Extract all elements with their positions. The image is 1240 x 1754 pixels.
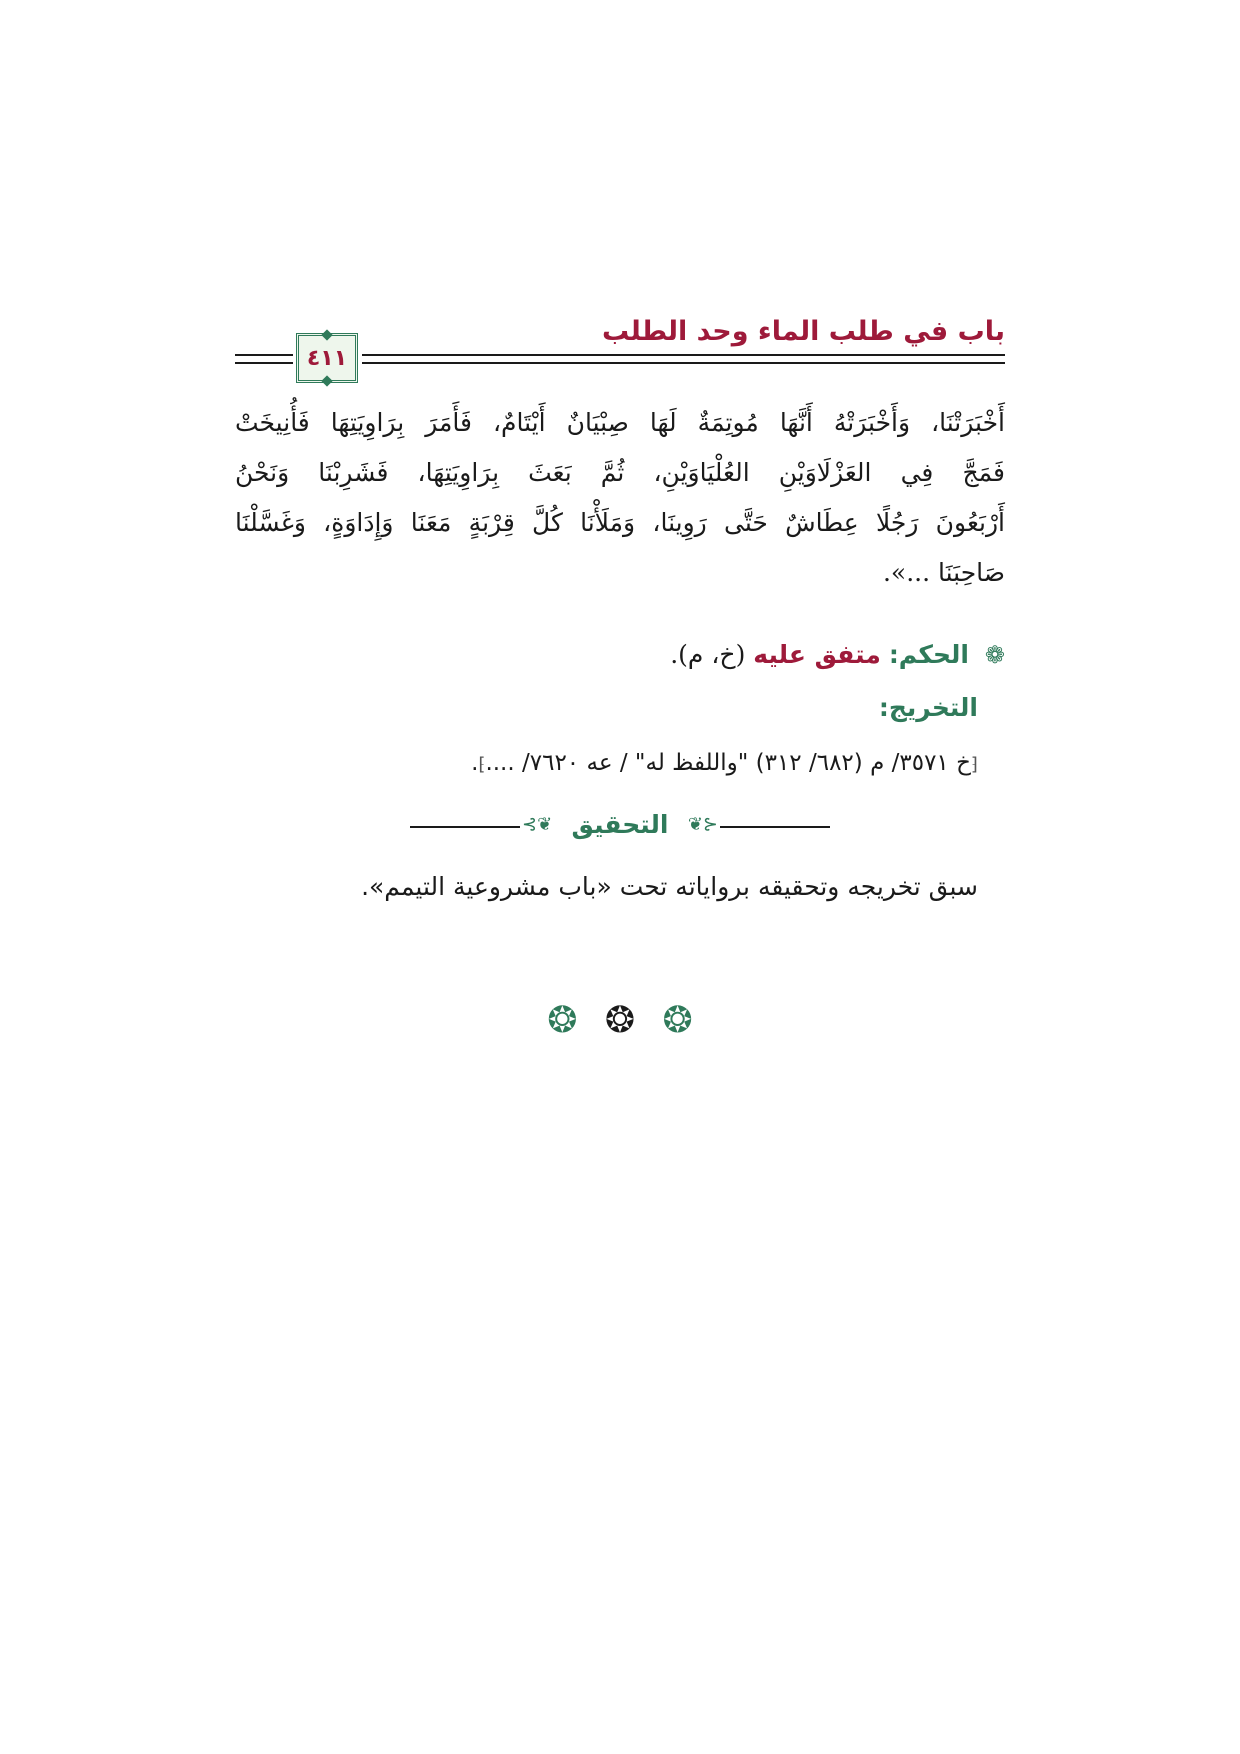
open-bracket-icon: ⁅: [970, 754, 978, 775]
ruling-value: متفق عليه: [753, 640, 881, 669]
tahqiq-text: سبق تخريجه وتحقيقه برواياته تحت «باب مشروعية التيمم».: [361, 872, 978, 901]
star-flower-icon: ❂: [547, 1000, 578, 1041]
separator-line: [720, 826, 830, 828]
scroll-ornament-icon: ⊰❦: [522, 814, 553, 835]
page-number-badge: [296, 333, 358, 383]
star-flower-icon: ❂: [662, 1000, 693, 1041]
hadith-line: أَخْبَرَتْنَا، وَأَخْبَرَتْهُ أَنَّهَا مُوتِمَةٌ لَهَا صِبْيَانٌ أَيْتَامٌ، فَأَمَرَ بِرَاوِيَتِهَا فَأُنِيخَتْ: [235, 408, 1005, 437]
tahqiq-heading: التحقيق: [571, 810, 669, 839]
hadith-line: فَمَجَّ فِي العَزْلَاوَيْنِ العُلْيَاوَيْنِ، ثُمَّ بَعَثَ بِرَاوِيَتِهَا، فَشَرِبْنَا وَنَحْنُ: [235, 458, 1005, 487]
header-rule-right-bottom: [362, 362, 1005, 364]
ruling-line: [670, 640, 1005, 669]
takhrij-heading: التخريج:: [878, 693, 978, 722]
header-rule-left-top: [235, 354, 293, 356]
hadith-line: أَرْبَعُونَ رَجُلًا عِطَاشٌ حَتَّى رَوِينَا، وَمَلَأْنَا كُلَّ قِرْبَةٍ مَعَنَا وَإِدَاوَةٍ، وَغَسَّلْنَا: [235, 508, 1005, 537]
takhrij-end: .: [471, 750, 479, 776]
header-rule-left-bottom: [235, 362, 293, 364]
takhrij-entry: [471, 750, 978, 776]
close-bracket-icon: ⁆: [478, 754, 486, 775]
star-flower-icon: ❂: [604, 1000, 636, 1041]
scroll-ornament-icon: ❦⊱: [687, 814, 718, 835]
page-number: ٤١١: [306, 345, 348, 371]
hadith-line: صَاحِبَنَا ...».: [882, 558, 1005, 587]
tahqiq-separator: [410, 810, 830, 840]
flower-ornament-icon: ❁: [984, 641, 1005, 669]
ruling-label: الحكم:: [888, 640, 969, 669]
end-ornament: [0, 1000, 1240, 1041]
ruling-sources: (خ، م).: [670, 640, 746, 669]
chapter-title: باب في طلب الماء وحد الطلب: [601, 316, 1005, 347]
takhrij-text: خ ٣٥٧١/ م (٦٨٢/ ٣١٢) "واللفظ له" / عه ٧٦٢٠/ ....: [485, 750, 971, 776]
hadith-text: [235, 398, 1005, 598]
header-rule-right-top: [362, 354, 1005, 356]
